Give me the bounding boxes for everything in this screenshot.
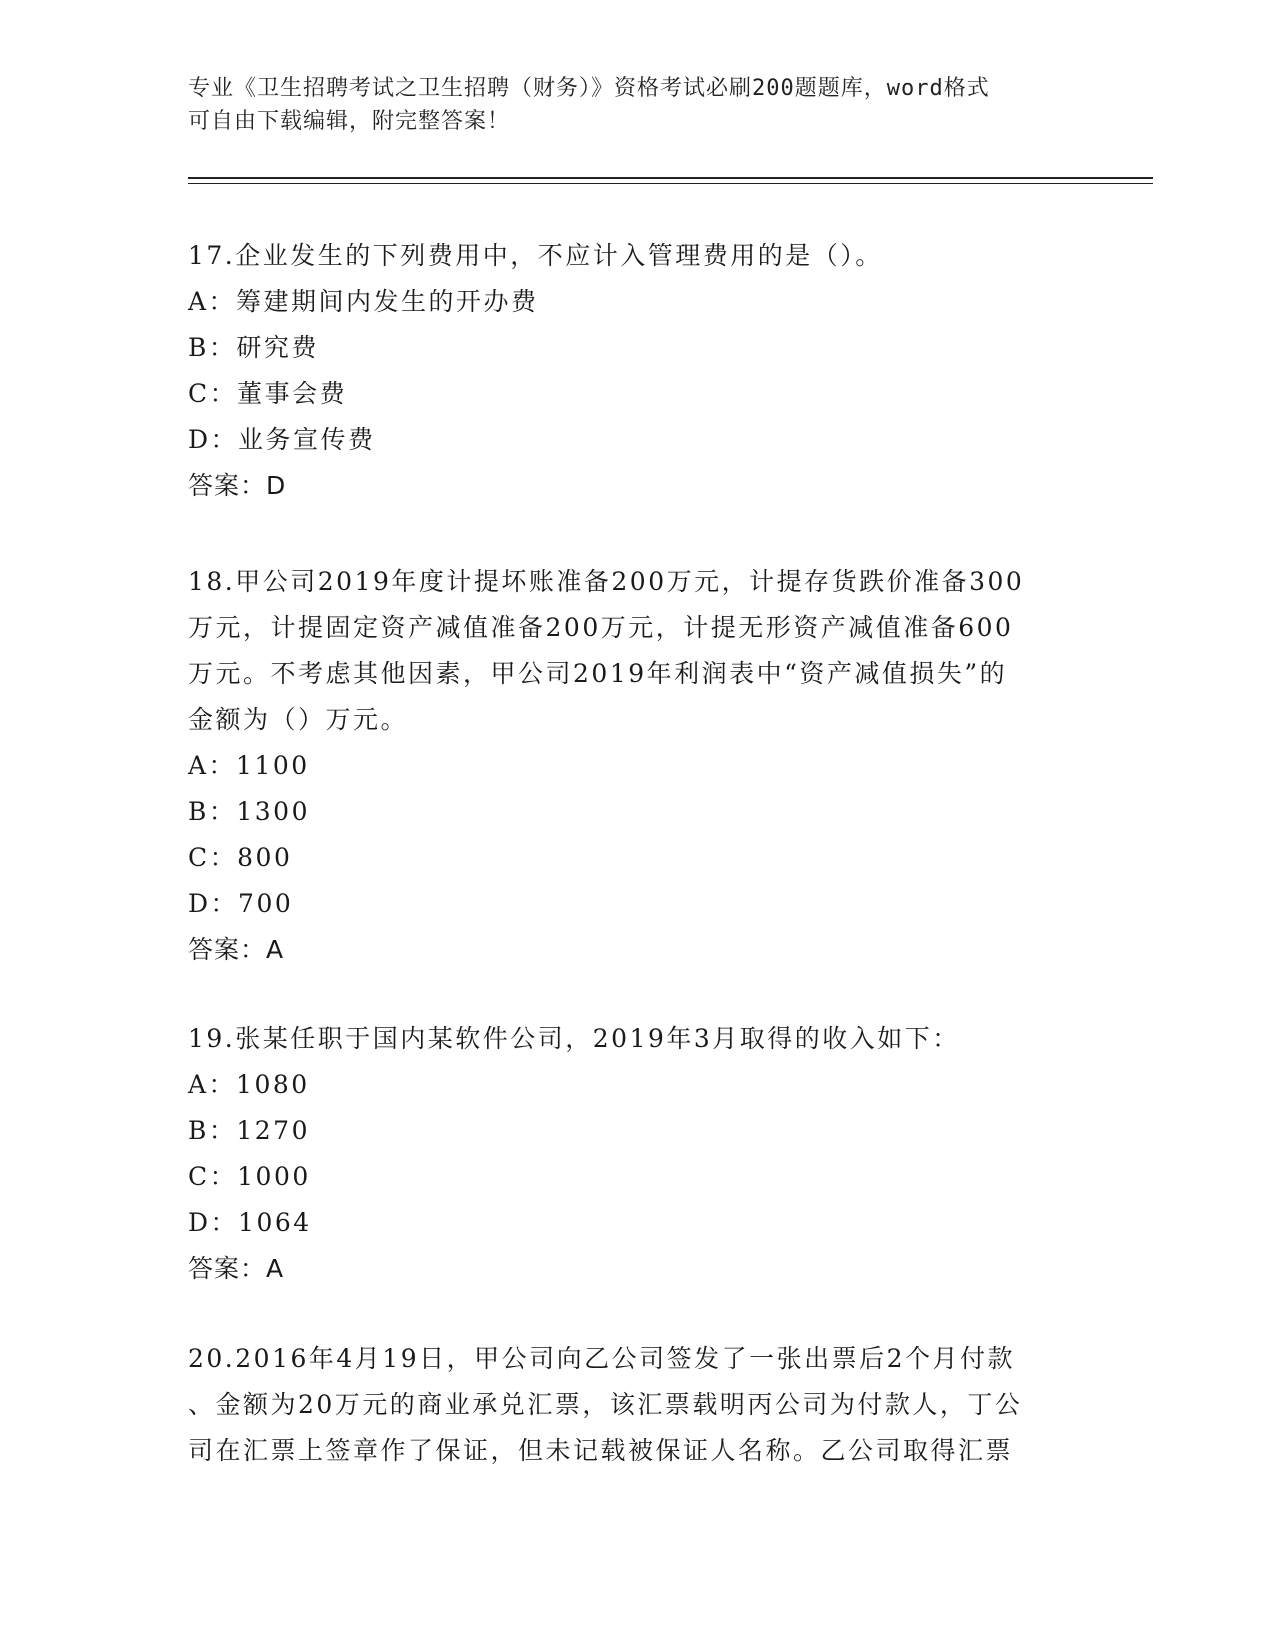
question-18 [188, 559, 1088, 973]
option-b: B：研究费 [188, 333, 319, 362]
question-stem-line: 、金额为20万元的商业承兑汇票，该汇票载明丙公司为付款人，丁公 [188, 1390, 1023, 1419]
option-a: A：1100 [188, 751, 310, 780]
option-b: B：1300 [188, 797, 310, 826]
option-c: C：1000 [188, 1162, 311, 1191]
document-header [188, 72, 1088, 138]
question-stem-line: 万元，计提固定资产减值准备200万元，计提无形资产减值准备600 [188, 613, 1014, 642]
question-stem-line: 17.企业发生的下列费用中，不应计入管理费用的是（）。 [188, 241, 883, 270]
header-line-2: 可自由下载编辑，附完整答案！ [188, 109, 511, 134]
header-line-1: 专业《卫生招聘考试之卫生招聘（财务）》资格考试必刷200题题库，word格式 [188, 76, 990, 101]
option-c: C：董事会费 [188, 379, 348, 408]
question-stem-line: 万元。不考虑其他因素，甲公司2019年利润表中“资产减值损失”的 [188, 659, 1008, 688]
question-stem-line: 金额为（）万元。 [188, 705, 409, 734]
question-17 [188, 233, 1088, 509]
question-stem-line: 19.张某任职于国内某软件公司，2019年3月取得的收入如下： [188, 1024, 960, 1053]
question-stem-line: 司在汇票上签章作了保证，但未记载被保证人名称。乙公司取得汇票 [188, 1436, 1014, 1465]
option-a: A：筹建期间内发生的开办费 [188, 287, 539, 316]
question-19 [188, 1016, 1088, 1292]
answer: 答案：D [188, 471, 287, 500]
answer: 答案：A [188, 935, 285, 964]
question-stem-line: 20.2016年4月19日，甲公司向乙公司签发了一张出票后2个月付款 [188, 1344, 1016, 1373]
option-d: D：700 [188, 889, 294, 918]
question-20 [188, 1336, 1088, 1474]
header-divider-thin [188, 183, 1153, 184]
option-c: C：800 [188, 843, 293, 872]
option-b: B：1270 [188, 1116, 310, 1145]
header-divider-thick [188, 177, 1153, 179]
answer: 答案：A [188, 1254, 285, 1283]
option-a: A：1080 [188, 1070, 310, 1099]
question-stem-line: 18.甲公司2019年度计提坏账准备200万元，计提存货跌价准备300 [188, 567, 1025, 596]
option-d: D：1064 [188, 1208, 312, 1237]
option-d: D：业务宣传费 [188, 425, 376, 454]
